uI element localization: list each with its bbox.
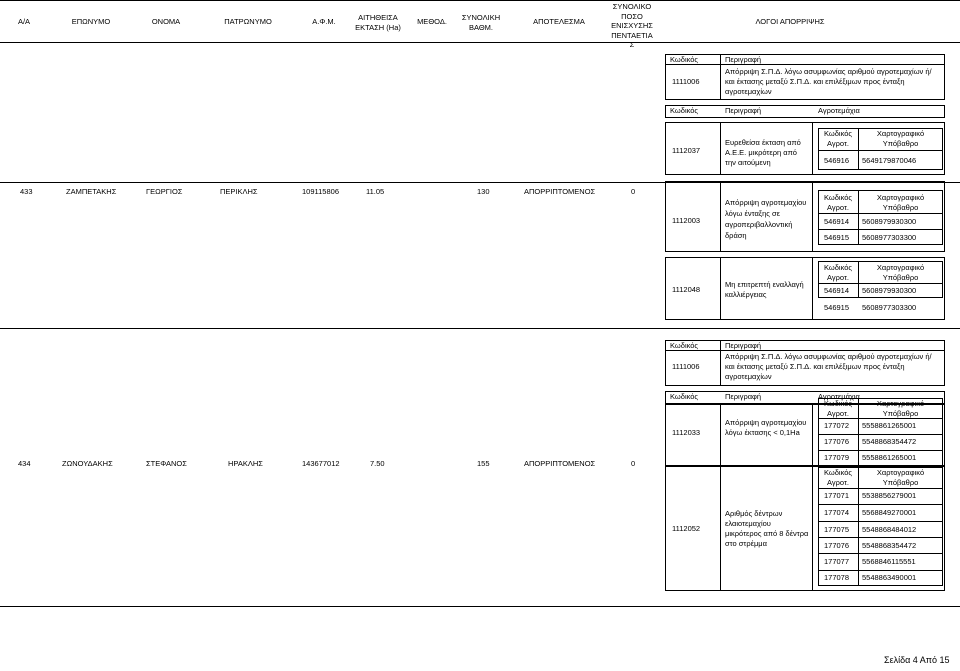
parcel-code: 177072 (824, 421, 850, 430)
parcel-map: 5548868484012 (862, 525, 917, 534)
reason-desc: Απόρριψη Σ.Π.Δ. λόγω ασυμφωνίας αριθμού αγροτεμαχίων ή/και έκτασης μεταξύ Σ.Π.Δ. και επιλέξιμων προς ένταξη αγροτεμαχίων (725, 67, 932, 96)
row-father: ΠΕΡΙΚΛΗΣ (220, 187, 258, 196)
code-label: Κωδικός (670, 392, 699, 401)
map-label: Χαρτογραφικό (876, 129, 925, 138)
parcel-map: 5548863490001 (862, 573, 917, 582)
col-total: ΣΥΝΟΛΙΚΟ ΠΟΣΟ ΕΝΙΣΧΥΣΗΣ ΠΕΝΤΑΕΤΙΑ Σ (611, 2, 653, 49)
col-area: ΑΙΤΗΘΕΙΣΑ ΕΚΤΑΣΗ (Ha) (355, 13, 401, 32)
desc-label: Περιγραφή (725, 392, 762, 401)
desc-label: Περιγραφή (725, 106, 762, 115)
row-total: 0 (631, 459, 636, 468)
reason-desc: Απόρριψη αγροτεμαχίου λόγω έκτασης < 0,1Ha (725, 418, 807, 437)
parcel-map: 5649179870046 (862, 156, 917, 165)
reason-code: 1112033 (672, 428, 701, 437)
parcel-code: 546914 (824, 286, 850, 295)
reason-desc: Απόρριψη Σ.Π.Δ. λόγω ασυμφωνίας αριθμού αγροτεμαχίων ή/και έκτασης μεταξύ Σ.Π.Δ. και επιλέξιμων προς ένταξη αγροτεμαχίων (725, 352, 932, 381)
parcel-code: 546915 (824, 233, 850, 242)
parcel-code: 546914 (824, 217, 850, 226)
row-surname: ΖΩΝΟΥΔΑΚΗΣ (62, 459, 113, 468)
col-result: ΑΠΟΤΕΛΕΣΜΑ (533, 17, 585, 26)
row-afm: 143677012 (302, 459, 340, 468)
reason-code: 1112048 (672, 285, 701, 294)
parcel-code: 177071 (824, 491, 850, 500)
parcel-code: 177079 (824, 453, 850, 462)
row-total: 0 (631, 187, 636, 196)
parcel-code: 177078 (824, 573, 850, 582)
parcel-map: 5608979930300 (862, 286, 917, 295)
parcel-map: 5608977303300 (862, 303, 917, 312)
parcels-label: Αγροτεμάχια (818, 106, 860, 115)
col-aa: Α/Α (17, 17, 31, 26)
col-father: ΠΑΤΡΩΝΥΜΟ (224, 17, 272, 26)
row-afm: 109115806 (302, 187, 339, 196)
reason-desc: Ευρεθείσα έκταση από Α.Ε.Ε. μικρότερη από την αιτούμενη (725, 138, 801, 167)
parcel-map: 5608979930300 (862, 217, 917, 226)
parcels-label: Αγροτεμάχια (818, 392, 860, 401)
header-top-rule (0, 0, 960, 1)
parcel-code: 546916 (824, 156, 850, 165)
reason-code: 1111006 (672, 77, 700, 86)
parcel-code: 177074 (824, 508, 850, 517)
desc-label: Περιγραφή (725, 55, 762, 64)
parcel-code: 177077 (824, 557, 850, 566)
parcel-code: 177075 (824, 525, 850, 534)
row-aa: 433 (20, 187, 33, 196)
reason-code: 1111006 (672, 362, 700, 371)
parcel-map: 5558861265001 (862, 421, 917, 430)
col-afm: Α.Φ.Μ. (312, 17, 336, 26)
row-surname: ΖΑΜΠΕΤΑΚΗΣ (66, 187, 117, 196)
header-bottom-rule (0, 42, 960, 43)
col-name: ΟΝΟΜΑ (151, 17, 181, 26)
parcel-code: 177076 (824, 437, 850, 446)
row-name: ΣΤΕΦΑΝΟΣ (146, 459, 187, 468)
reason-code: 1112052 (672, 524, 701, 533)
page-number: Σελίδα 4 Από 15 (884, 655, 950, 665)
col-surname: ΕΠΩΝΥΜΟ (71, 17, 111, 26)
table-bottom-rule (0, 606, 960, 607)
parcel-map: 5608977303300 (862, 233, 917, 242)
code-label: Κωδικός (670, 341, 699, 350)
parcel-map: 5568849270001 (862, 508, 917, 517)
parcel-code: 177076 (824, 541, 850, 550)
agro-code-label: Κωδικός (823, 129, 853, 138)
desc-label: Περιγραφή (725, 341, 762, 350)
reason-code: 1112037 (672, 146, 701, 155)
col-score: ΣΥΝΟΛΙΚΗ ΒΑΘΜ. (461, 13, 501, 32)
row-aa: 434 (18, 459, 31, 468)
row-area: 11.05 (366, 187, 385, 196)
parcel-map: 5538856279001 (862, 491, 917, 500)
reason-code: 1112003 (672, 216, 701, 225)
row-score: 155 (477, 459, 490, 468)
reason-desc: Μη επιτρεπτή εναλλαγή καλλιέργειας (725, 280, 804, 299)
reason-desc: Απόρριψη αγροτεμαχίου λόγω ένταξης σε αγροπεριβαλλοντική δράση (725, 198, 807, 240)
parcel-map: 5548868354472 (862, 437, 917, 446)
col-reasons: ΛΟΓΟΙ ΑΠΟΡΡΙΨΗΣ (755, 17, 825, 26)
row-result: ΑΠΟΡΡΙΠΤΟΜΕΝΟΣ (524, 459, 596, 468)
parcel-code: 546915 (824, 303, 850, 312)
row-area: 7.50 (370, 459, 385, 468)
row-score: 130 (477, 187, 490, 196)
code-label: Κωδικός (670, 106, 699, 115)
reason-desc: Αριθμός δέντρων ελαιοτεμαχίου μικρότερος από 8 δέντρα στο στρέμμα (725, 509, 809, 548)
parcel-map: 5558861265001 (862, 453, 917, 462)
col-method: ΜΕΘΟΔ. (417, 17, 447, 26)
parcel-map: 5548868354472 (862, 541, 917, 550)
parcel-map: 5568846115551 (862, 557, 916, 566)
row-name: ΓΕΩΡΓΙΟΣ (146, 187, 183, 196)
row-father: ΗΡΑΚΛΗΣ (228, 459, 263, 468)
row-result: ΑΠΟΡΡΙΠΤΟΜΕΝΟΣ (524, 187, 596, 196)
code-label: Κωδικός (670, 55, 699, 64)
